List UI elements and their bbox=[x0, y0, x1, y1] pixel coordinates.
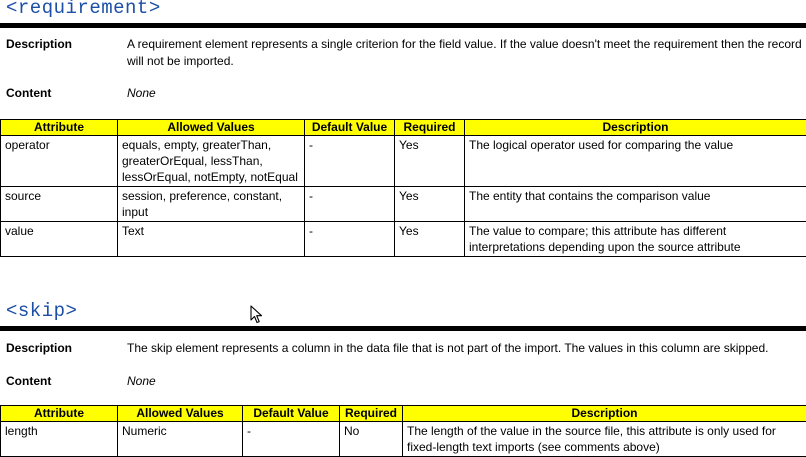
column-header: Default Value bbox=[305, 120, 395, 136]
default-value-cell: - bbox=[305, 136, 395, 187]
requirement-content-label: Content bbox=[6, 86, 51, 100]
column-header: Description bbox=[465, 120, 806, 136]
attribute-name-cell: value bbox=[1, 222, 118, 257]
column-header: Required bbox=[340, 406, 403, 422]
allowed-values-cell: session, preference, constant, input bbox=[118, 187, 305, 222]
table-row bbox=[1, 187, 806, 222]
default-value-cell: - bbox=[305, 187, 395, 222]
required-cell: Yes bbox=[395, 136, 465, 187]
allowed-values-cell: Numeric bbox=[118, 422, 243, 457]
skip-content-value: None bbox=[127, 373, 156, 390]
attribute-name-cell: source bbox=[1, 187, 118, 222]
column-header: Default Value bbox=[243, 406, 340, 422]
column-header: Allowed Values bbox=[118, 406, 243, 422]
requirement-content-value: None bbox=[127, 85, 156, 102]
column-header: Attribute bbox=[1, 406, 118, 422]
skip-description-label: Description bbox=[6, 341, 72, 355]
requirement-description-text: A requirement element represents a single criterion for the field value. If the value doesn't meet the requirement then the record will not be imported. bbox=[127, 36, 802, 70]
allowed-values-cell: equals, empty, greaterThan, greaterOrEqual, lessThan, lessOrEqual, notEmpty, notEqual bbox=[118, 136, 305, 187]
skip-content-label: Content bbox=[6, 374, 51, 388]
table-row bbox=[1, 222, 806, 257]
description-cell: The logical operator used for comparing the value bbox=[465, 136, 806, 187]
required-cell: No bbox=[340, 422, 403, 457]
default-value-cell: - bbox=[243, 422, 340, 457]
allowed-values-cell: Text bbox=[118, 222, 305, 257]
attribute-name-cell: operator bbox=[1, 136, 118, 187]
description-cell: The value to compare; this attribute has different interpretations depending upon the source attribute bbox=[465, 222, 806, 257]
table-header-row bbox=[1, 406, 806, 422]
column-header: Allowed Values bbox=[118, 120, 305, 136]
mouse-pointer-icon bbox=[250, 305, 264, 328]
requirement-section-title: <requirement> bbox=[6, 0, 161, 19]
column-header: Attribute bbox=[1, 120, 118, 136]
requirement-title-rule bbox=[0, 23, 806, 28]
description-cell: The entity that contains the comparison value bbox=[465, 187, 806, 222]
default-value-cell: - bbox=[305, 222, 395, 257]
skip-attribute-table bbox=[0, 405, 806, 457]
skip-section-title: <skip> bbox=[6, 300, 77, 322]
description-cell: The length of the value in the source file, this attribute is only used for fixed-length text imports (see comments above) bbox=[403, 422, 806, 457]
table-row bbox=[1, 136, 806, 187]
skip-title-rule bbox=[0, 326, 806, 331]
skip-description-text: The skip element represents a column in the data file that is not part of the import. The values in this column are skipped. bbox=[127, 340, 802, 357]
column-header: Required bbox=[395, 120, 465, 136]
required-cell: Yes bbox=[395, 187, 465, 222]
required-cell: Yes bbox=[395, 222, 465, 257]
attribute-name-cell: length bbox=[1, 422, 118, 457]
column-header: Description bbox=[403, 406, 806, 422]
table-header-row bbox=[1, 120, 806, 136]
requirement-description-label: Description bbox=[6, 37, 72, 51]
table-row bbox=[1, 422, 806, 457]
requirement-attribute-table bbox=[0, 119, 806, 257]
